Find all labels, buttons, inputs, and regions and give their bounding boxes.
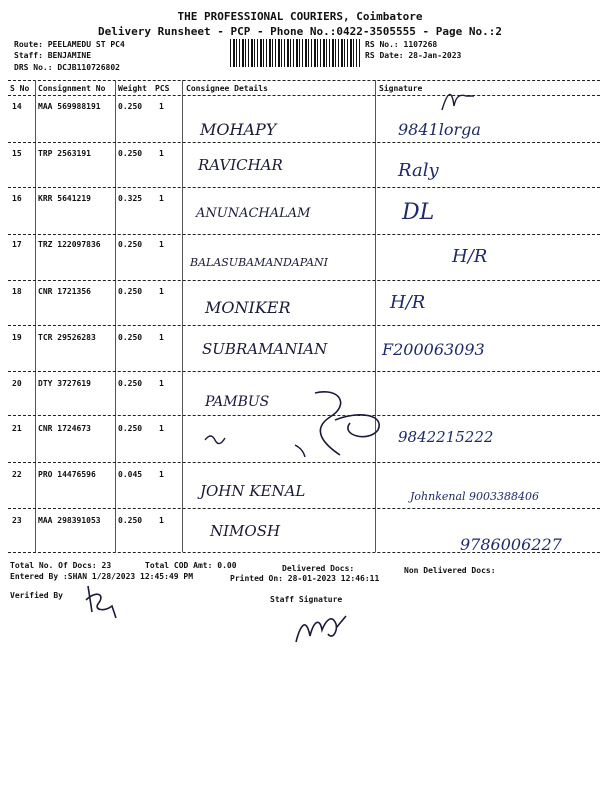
row-consignment: TRZ 122097836: [38, 240, 101, 249]
signature-handwriting: Raly: [398, 160, 439, 181]
column-divider: [115, 80, 116, 552]
row-pcs: 1: [159, 470, 164, 479]
row-weight: 0.045: [118, 470, 143, 479]
table-top-rule: [8, 80, 600, 81]
row-consignment: DTY 3727619: [38, 379, 91, 388]
row-weight: 0.250: [118, 516, 143, 525]
row-weight: 0.325: [118, 194, 143, 203]
signature-flourish: [438, 86, 478, 116]
col-header-signature: Signature: [379, 84, 423, 93]
row-sno: 18: [12, 287, 22, 296]
col-header-sno: S No: [10, 84, 30, 93]
row-divider: [8, 508, 600, 509]
drs-number: DRS No.: DCJB110726802: [14, 63, 120, 72]
row-weight: 0.250: [118, 424, 143, 433]
row-pcs: 1: [159, 516, 164, 525]
row-pcs: 1: [159, 287, 164, 296]
staff-signature-label: Staff Signature: [270, 595, 343, 604]
signature-handwriting: H/R: [452, 246, 488, 267]
total-cod: Total COD Amt: 0.00: [145, 561, 237, 570]
col-header-pcs: PCS: [155, 84, 170, 93]
col-header-consignment: Consignment No: [38, 84, 106, 93]
signature-handwriting: F200063093: [382, 340, 485, 359]
row-consignment: TRP 2563191: [38, 149, 91, 158]
row-divider: [8, 325, 600, 326]
row-sno: 23: [12, 516, 22, 525]
row-consignment: CNR 1721356: [38, 287, 91, 296]
row-divider: [8, 142, 600, 143]
row-pcs: 1: [159, 194, 164, 203]
row-pcs: 1: [159, 333, 164, 342]
delivered-docs: Delivered Docs:: [282, 564, 355, 573]
col-header-weight: Weight: [118, 84, 147, 93]
entered-by: Entered By :SHAN 1/28/2023 12:45:49 PM: [10, 572, 194, 581]
consignee-handwriting: BALASUBAMANDAPANI: [190, 256, 329, 269]
row-sno: 21: [12, 424, 22, 433]
consignee-handwriting: NIMOSH: [210, 522, 281, 540]
row-pcs: 1: [159, 102, 164, 111]
non-delivered-docs: Non Delivered Docs:: [404, 566, 496, 575]
row-weight: 0.250: [118, 333, 143, 342]
row-sno: 15: [12, 149, 22, 158]
row-consignment: MAA 569988191: [38, 102, 101, 111]
consignee-handwriting: MONIKER: [205, 298, 291, 317]
row-divider: [8, 280, 600, 281]
consignee-handwriting: MOHAPY: [200, 120, 277, 139]
staff-label: Staff: BENJAMINE: [14, 51, 92, 60]
column-divider: [35, 80, 36, 552]
column-divider: [182, 80, 183, 552]
row-consignment: TCR 29526283: [38, 333, 96, 342]
row-pcs: 1: [159, 424, 164, 433]
consignee-handwriting: SUBRAMANIAN: [202, 340, 328, 358]
row-consignment: CNR 1724673: [38, 424, 91, 433]
barcode: [230, 39, 360, 67]
signature-handwriting: DL: [402, 200, 435, 225]
route-label: Route: PEELAMEDU ST PC4: [14, 40, 125, 49]
column-divider: [375, 80, 376, 552]
row-sno: 16: [12, 194, 22, 203]
printed-on: Printed On: 28-01-2023 12:46:11: [230, 574, 380, 583]
row-divider: [8, 371, 600, 372]
verified-by: Verified By: [10, 591, 63, 600]
table-bottom-rule: [8, 552, 600, 553]
total-docs: Total No. Of Docs: 23: [10, 561, 112, 570]
row-weight: 0.250: [118, 287, 143, 296]
row-sno: 14: [12, 102, 22, 111]
signature-handwriting: H/R: [390, 292, 426, 313]
verified-signature: [82, 582, 122, 622]
row-divider: [8, 187, 600, 188]
rs-date: RS Date: 28-Jan-2023: [365, 51, 462, 60]
staff-signature: [292, 606, 352, 648]
signature-handwriting: 9841lorga: [398, 120, 481, 139]
rs-number: RS No.: 1107268: [365, 40, 438, 49]
row-sno: 22: [12, 470, 22, 479]
row-weight: 0.250: [118, 379, 143, 388]
row-consignment: PRO 14476596: [38, 470, 96, 479]
row-consignment: KRR 5641219: [38, 194, 91, 203]
col-header-consignee: Consignee Details: [186, 84, 268, 93]
row-sno: 19: [12, 333, 22, 342]
row-sno: 17: [12, 240, 22, 249]
consignee-handwriting: ANUNACHALAM: [196, 206, 311, 221]
row-pcs: 1: [159, 379, 164, 388]
signature-handwriting: Johnkenal 9003388406: [410, 490, 540, 503]
header-bottom-rule: [8, 95, 600, 96]
row-divider: [8, 234, 600, 235]
consignee-handwriting: RAVICHAR: [198, 156, 283, 174]
row-weight: 0.250: [118, 240, 143, 249]
runsheet-subtitle: Delivery Runsheet - PCP - Phone No.:0422-3505555 - Page No.:2: [98, 25, 502, 38]
row-weight: 0.250: [118, 149, 143, 158]
signature-handwriting: 9786006227: [460, 535, 562, 554]
company-title: THE PROFESSIONAL COURIERS, Coimbatore: [177, 10, 423, 23]
row-pcs: 1: [159, 240, 164, 249]
row-pcs: 1: [159, 149, 164, 158]
consignee-handwriting: JOHN KENAL: [200, 482, 306, 500]
row-sno: 20: [12, 379, 22, 388]
handwritten-scribble: [190, 385, 410, 475]
consignee-handwriting: PAMBUS: [205, 394, 270, 410]
signature-handwriting: 9842215222: [398, 428, 494, 446]
row-consignment: MAA 298391053: [38, 516, 101, 525]
row-weight: 0.250: [118, 102, 143, 111]
